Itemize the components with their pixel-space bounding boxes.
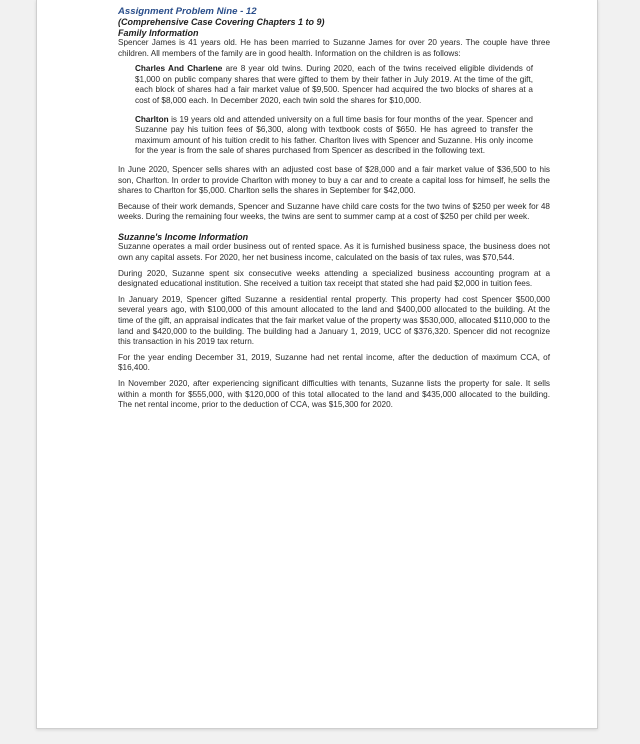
june-share-sale-paragraph: In June 2020, Spencer sells shares with an adjusted cost base of $28,000 and a fair market value of $36,500 to his son, Charlton. In order to provide Charlton with money to buy a car and to create a capital loss for himself, he sells the shares to Charlton for $5,000. Charlton sells the shares in September for $42,000. [118, 164, 550, 196]
document-content [118, 6, 550, 416]
mail-order-business-paragraph: Suzanne operates a mail order business out of rented space. As it is furnished business space, the business does not own any capital assets. For 2020, her net business income, calculated on the basis of tax rules, was $70,544. [118, 242, 550, 262]
children-details [135, 64, 533, 157]
twins-text: are 8 year old twins. During 2020, each of the twins received eligible dividends of $1,000 on public company shares that were gifted to them by their father in July 2019. At the time of the gift, each block of shares had a fair market value of $9,500. Spencer had acquired the two blocks of shares at a cost of $8,000 each. In December 2020, each twin sold the shares for $10,000. [135, 64, 533, 105]
twins-lead: Charles And Charlene [135, 64, 223, 74]
rental-property-gift-paragraph: In January 2019, Spencer gifted Suzanne a residential rental property. This property had cost Spencer $500,000 several years ago, with $100,000 of this amount allocated to the land and $400,000 allocated to the building. At the time of the gift, an appraisal indicates that the fair market value of the property was $530,000, allocated $110,000 to the land and $420,000 to the building. The building had a January 1, 2019, UCC of $376,320. Spencer did not recognize this transaction in his 2019 tax return. [118, 294, 550, 347]
assignment-subtitle: (Comprehensive Case Covering Chapters 1 to 9) [118, 17, 325, 27]
child-care-paragraph: Because of their work demands, Spencer and Suzanne have child care costs for the two twins of $250 per week for 48 weeks. During the remaining four weeks, the twins are sent to summer camp at a cost of $250 per child per week. [118, 201, 550, 222]
year-end-rental-income-paragraph: For the year ending December 31, 2019, Suzanne had net rental income, after the deduction of maximum CCA, of $16,400. [118, 352, 550, 373]
assignment-title: Assignment Problem Nine - 12 [118, 6, 257, 17]
education-program-paragraph: During 2020, Suzanne spent six consecutive weeks attending a specialized business accounting program at a designated educational institution. She received a tuition tax receipt that stated she had paid $2,000 in tuition fees. [118, 268, 550, 289]
suzanne-income-heading: Suzanne's Income Information [118, 231, 249, 242]
charlton-lead: Charlton [135, 114, 169, 124]
charlton-text: is 19 years old and attended university on a full time basis for four months of the year. Spencer and Suzanne pay his tuition fees of $6,300, along with textbook costs of $650. He has agreed to transfer the maximum amount of his tuition credit to his father. Charlton lives with Spencer and Suzanne. His only income for the year is from the sale of shares purchased from Spencer as described in the following text. [135, 114, 533, 156]
document-page [36, 0, 598, 729]
family-information-heading: Family Information [118, 27, 199, 38]
property-sale-paragraph: In November 2020, after experiencing significant difficulties with tenants, Suzanne lists the property for sale. It sells within a month for $555,000, with $120,000 of this total allocated to the land and $435,000 allocated to the building. The net rental income, prior to the deduction of CCA, was $15,300 for 2020. [118, 378, 550, 410]
family-intro-paragraph: Spencer James is 41 years old. He has been married to Suzanne James for over 20 years. The couple have three children. All members of the family are in good health. Information on the children is as follows: [118, 38, 550, 58]
charlton-paragraph [135, 115, 533, 157]
twins-paragraph [135, 64, 533, 106]
